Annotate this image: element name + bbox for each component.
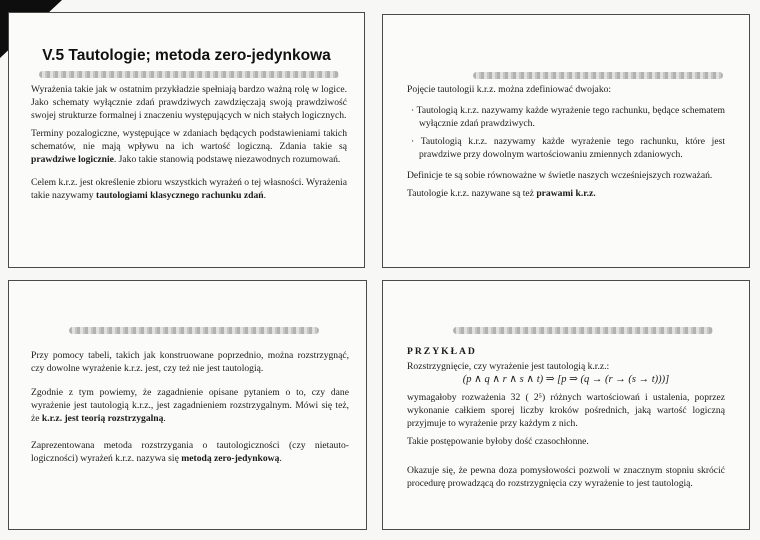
paragraph: Zgodnie z tym powiemy, że zagadnienie opisane pytaniem o to, czy dane wyrażenie jest tautologią k.r.z., jest zagadnieniem rozstrzygalnym. Mówi się też, że k.r.z. jest teorią rozstrzygalną. xyxy=(31,387,349,424)
scan-blur-band xyxy=(39,71,339,78)
paragraph: Terminy pozalogiczne, występujące w zdaniach będących podstawieniami takich schematów, nie mają wpływu na ich wartość logiczną. Zdania takie są prawdziwe logicznie. Jako takie stanowią podstawę niezawodnych rozumowań. xyxy=(31,128,347,165)
paragraph: Takie postępowanie byłoby dość czasochłonne. xyxy=(407,436,589,447)
list-item: · Tautologią k.r.z. nazywamy każde wyrażenie tego rachunku, które jest prawdziwe przy dowolnym wartościowaniu zmiennych zdaniowych. xyxy=(411,136,725,160)
paragraph: Rozstrzygnięcie, czy wyrażenie jest tautologią k.r.z.: xyxy=(407,361,610,372)
slide-body xyxy=(31,349,349,470)
slide-body xyxy=(407,345,725,495)
paragraph: Definicje te są sobie równoważne w świetle naszych wcześniejszych rozważań. xyxy=(407,170,713,181)
slide-3 xyxy=(8,280,367,530)
formula: (p ∧ q ∧ r ∧ s ∧ t) ⇒ [p ⇒ (q → (r → (s → t)))] xyxy=(462,374,670,385)
scan-blur-band xyxy=(473,72,723,79)
paragraph: wymagałoby rozważenia 32 ( 2⁵) różnych wartościowań i ustalenia, poprzez wykonanie całkiem sporej liczby kroków pośrednich, jaką wartość logiczną przyjmuje to wyrażenie przy każdym z nich. xyxy=(407,392,725,429)
slide-4 xyxy=(382,280,750,530)
paragraph: Celem k.r.z. jest określenie zbioru wszystkich wyrażeń o tej własności. Wyrażenia takie nazywamy tautologiami klasycznego rachunku zdań. xyxy=(31,177,347,201)
paragraph: Wyrażenia takie jak w ostatnim przykładzie spełniają bardzo ważną rolę w logice. Jako schematy wyłącznie zdań prawdziwych zawdzięczają swoją prawdziwość swojej strukturze formalnej i znaczeniu występujących w nich stałych logicznych. xyxy=(31,84,347,121)
example-header: PRZYKŁAD xyxy=(407,346,477,357)
paragraph: Przy pomocy tabeli, takich jak konstruowane poprzednio, można rozstrzygnąć, czy dowolne wyrażenie k.r.z. jest, czy też nie jest tautologią. xyxy=(31,350,349,374)
slide-2 xyxy=(382,14,750,268)
slide-body xyxy=(31,83,347,207)
slide-body xyxy=(407,83,725,205)
paragraph: Okazuje się, że pewna doza pomysłowości pozwoli w znacznym stopniu skrócić procedurę prowadzącą do rozstrzygnięcia czy wyrażenie to jest tautologią. xyxy=(407,465,725,489)
slide-1 xyxy=(8,12,365,268)
list-item: · Tautologią k.r.z. nazywamy każde wyrażenie tego rachunku, będące schematem wyłącznie zdań prawdziwych. xyxy=(411,105,725,129)
paragraph: Zaprezentowana metoda rozstrzygania o tautologiczności (czy nietauto-logiczności) wyrażeń k.r.z. nazywa się metodą zero-jedynkową. xyxy=(31,440,349,464)
slide-title: V.5 Tautologie; metoda zero-jedynkowa xyxy=(42,47,331,64)
scan-blur-band xyxy=(69,327,319,334)
paragraph: Pojęcie tautologii k.r.z. można zdefiniować dwojako: xyxy=(407,84,612,95)
paragraph: Tautologie k.r.z. nazywane są też prawami k.r.z. xyxy=(407,188,596,199)
scan-blur-band xyxy=(453,327,713,334)
